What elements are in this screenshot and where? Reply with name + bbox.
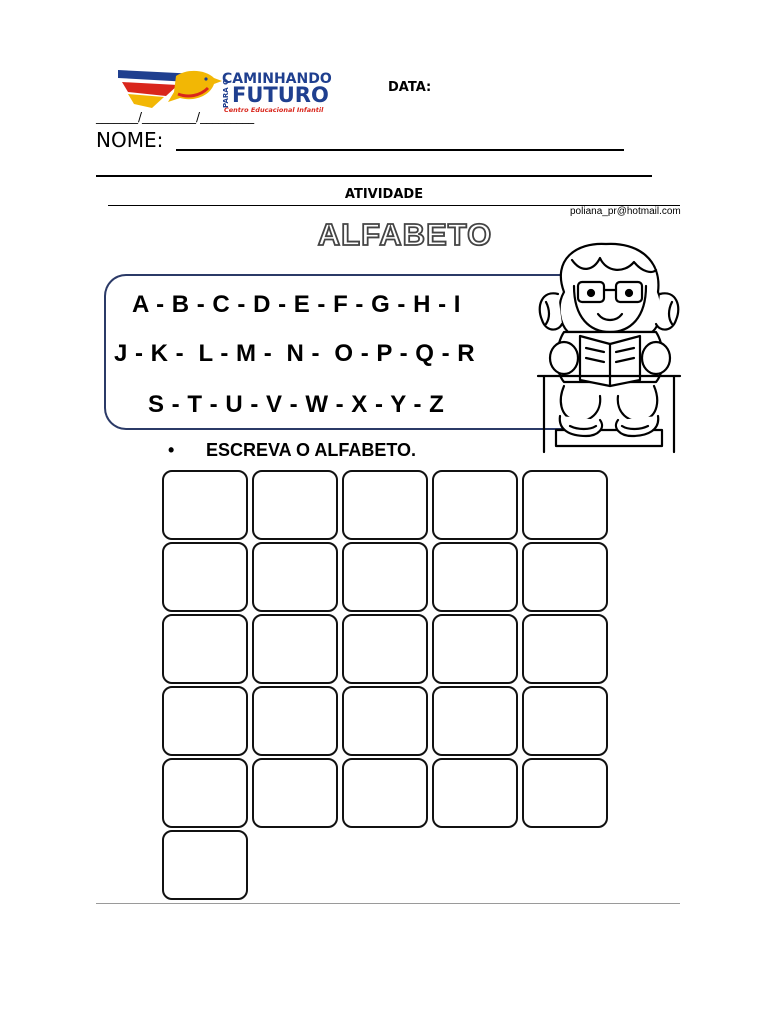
logo-red-stripe: [122, 82, 178, 96]
alfabeto-title-text: ALFABETO: [317, 217, 493, 252]
logo-line3: Centro Educacional Infantil: [224, 106, 324, 114]
footer-divider: [96, 903, 680, 904]
school-logo: [118, 68, 344, 114]
alfabeto-title: [300, 214, 510, 254]
answer-box-12[interactable]: [252, 614, 338, 684]
answer-box-19[interactable]: [432, 686, 518, 756]
instruction: [168, 440, 416, 461]
answer-box-9[interactable]: [432, 542, 518, 612]
answer-box-13[interactable]: [342, 614, 428, 684]
alphabet-row-2: J - K - L - M - N - O - P - Q - R: [114, 340, 476, 367]
logo-line2: FUTURO: [232, 83, 329, 107]
answer-box-11[interactable]: [162, 614, 248, 684]
date-label: DATA:: [388, 80, 432, 95]
name-blank-line-1[interactable]: [176, 149, 624, 151]
answer-box-5[interactable]: [522, 470, 608, 540]
answer-box-7[interactable]: [252, 542, 338, 612]
answer-box-1[interactable]: [162, 470, 248, 540]
girl-reading-illustration: [534, 240, 684, 456]
answer-box-24[interactable]: [432, 758, 518, 828]
answer-box-25[interactable]: [522, 758, 608, 828]
answer-box-14[interactable]: [432, 614, 518, 684]
answer-box-20[interactable]: [522, 686, 608, 756]
instruction-bullet: •: [168, 440, 175, 460]
name-label: NOME:: [96, 128, 164, 152]
answer-box-3[interactable]: [342, 470, 428, 540]
activity-heading: ATIVIDADE: [344, 187, 424, 202]
instruction-text: ESCREVA O ALFABETO.: [206, 440, 417, 460]
answer-box-10[interactable]: [522, 542, 608, 612]
author-email: poliana_pr@hotmail.com: [570, 206, 681, 217]
answer-box-8[interactable]: [342, 542, 428, 612]
answer-box-18[interactable]: [342, 686, 428, 756]
answer-box-2[interactable]: [252, 470, 338, 540]
logo-side-text: PARA O: [222, 78, 230, 108]
answer-box-16[interactable]: [162, 686, 248, 756]
answer-box-4[interactable]: [432, 470, 518, 540]
answer-box-17[interactable]: [252, 686, 338, 756]
answer-box-15[interactable]: [522, 614, 608, 684]
name-blank-line-2[interactable]: [96, 175, 652, 177]
answer-box-6[interactable]: [162, 542, 248, 612]
answer-box-23[interactable]: [342, 758, 428, 828]
date-blank-field[interactable]: _______/_________/_________: [96, 110, 255, 124]
answer-box-grid: [162, 470, 612, 906]
answer-box-26[interactable]: [162, 830, 248, 900]
answer-box-22[interactable]: [252, 758, 338, 828]
answer-box-21[interactable]: [162, 758, 248, 828]
logo-yellow-stripe: [128, 94, 164, 108]
alphabet-row-3: S - T - U - V - W - X - Y - Z: [148, 391, 445, 418]
logo-line1: CAMINHANDO: [222, 71, 332, 87]
alphabet-row-1: A - B - C - D - E - F - G - H - I: [132, 291, 461, 318]
